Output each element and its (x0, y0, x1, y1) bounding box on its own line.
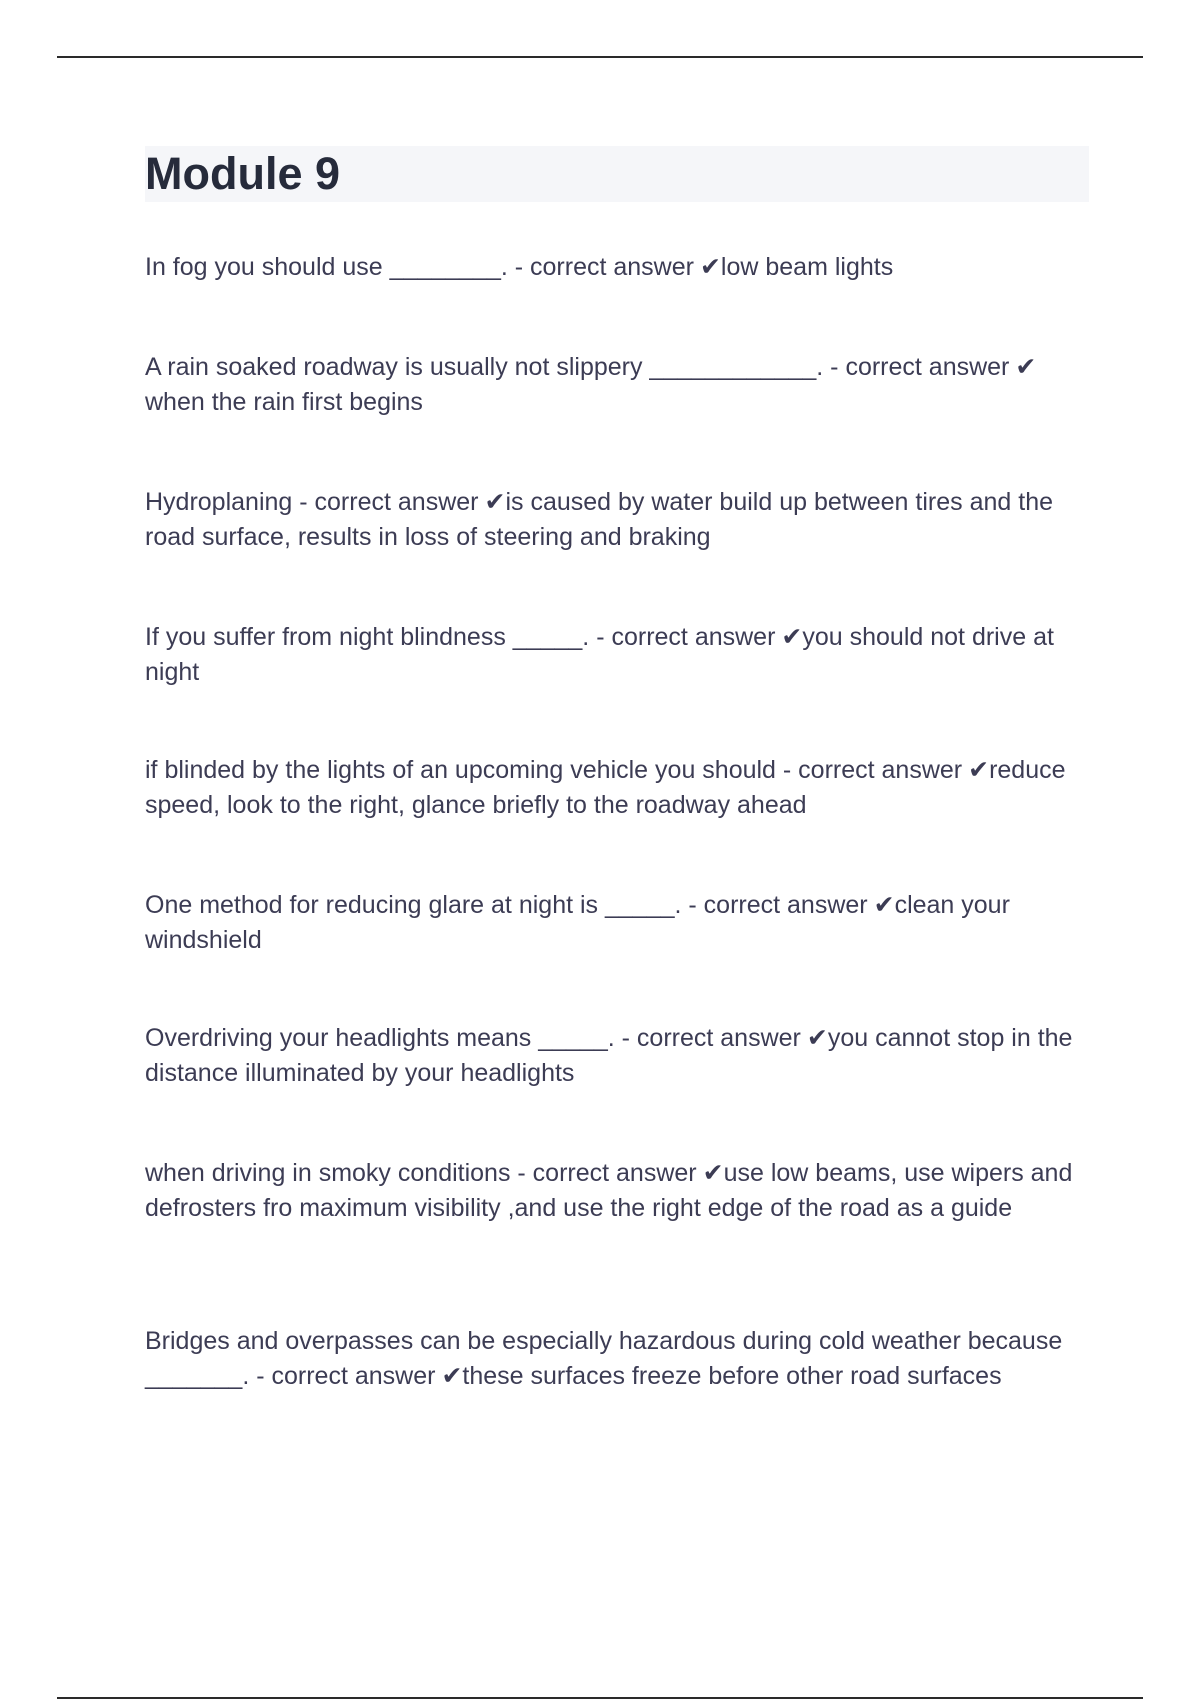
qa-item-5 (145, 753, 1080, 822)
answer-text: reduce speed, look to the right, glance briefly to the roadway ahead (145, 756, 1066, 819)
qa-item-8 (145, 1156, 1080, 1225)
question-text: Bridges and overpasses can be especially hazardous during cold weather because _______. - correct answer (145, 1327, 1063, 1390)
checkmark-icon: ✔ (702, 1159, 724, 1187)
answer-text: you cannot stop in the distance illuminated by your headlights (145, 1024, 1073, 1087)
checkmark-icon: ✔ (806, 1024, 828, 1052)
checkmark-icon: ✔ (484, 488, 506, 516)
qa-item-2 (145, 350, 1080, 419)
question-text: if blinded by the lights of an upcoming vehicle you should - correct answer (145, 756, 963, 784)
qa-item-9 (145, 1324, 1080, 1393)
answer-text: you should not drive at night (145, 623, 1054, 686)
question-text: A rain soaked roadway is usually not slippery ____________. - correct answer (145, 353, 1010, 381)
qa-item-4 (145, 620, 1080, 689)
question-text: One method for reducing glare at night is _____. - correct answer (145, 891, 868, 919)
page-title: Module 9 (145, 148, 341, 199)
question-text: In fog you should use ________. - correct answer (145, 253, 694, 281)
question-text: Overdriving your headlights means _____. - correct answer (145, 1024, 801, 1052)
qa-item-3 (145, 485, 1080, 554)
checkmark-icon: ✔ (1015, 353, 1037, 381)
answer-text: low beam lights (720, 253, 894, 281)
checkmark-icon: ✔ (968, 756, 990, 784)
checkmark-icon: ✔ (441, 1361, 463, 1390)
qa-item-7 (145, 1021, 1080, 1090)
checkmark-icon: ✔ (873, 891, 895, 919)
question-text: If you suffer from night blindness _____. - correct answer (145, 623, 776, 651)
qa-item-1 (145, 250, 1080, 285)
answer-text: is caused by water build up between tires and the road surface, results in loss of steering and braking (145, 488, 1053, 551)
answer-text: when the rain first begins (145, 387, 423, 416)
question-text: Hydroplaning - correct answer (145, 488, 479, 516)
answer-text: these surfaces freeze before other road surfaces (462, 1361, 1002, 1390)
bottom-rule (57, 1697, 1143, 1699)
answer-text: clean your windshield (145, 891, 1010, 954)
checkmark-icon: ✔ (699, 253, 721, 281)
answer-text: use low beams, use wipers and defrosters fro maximum visibility ,and use the right edge of the road as a guide (145, 1159, 1073, 1222)
top-rule (57, 56, 1143, 58)
qa-item-6 (145, 888, 1080, 957)
question-text: when driving in smoky conditions - correct answer (145, 1159, 697, 1187)
checkmark-icon: ✔ (781, 623, 803, 651)
